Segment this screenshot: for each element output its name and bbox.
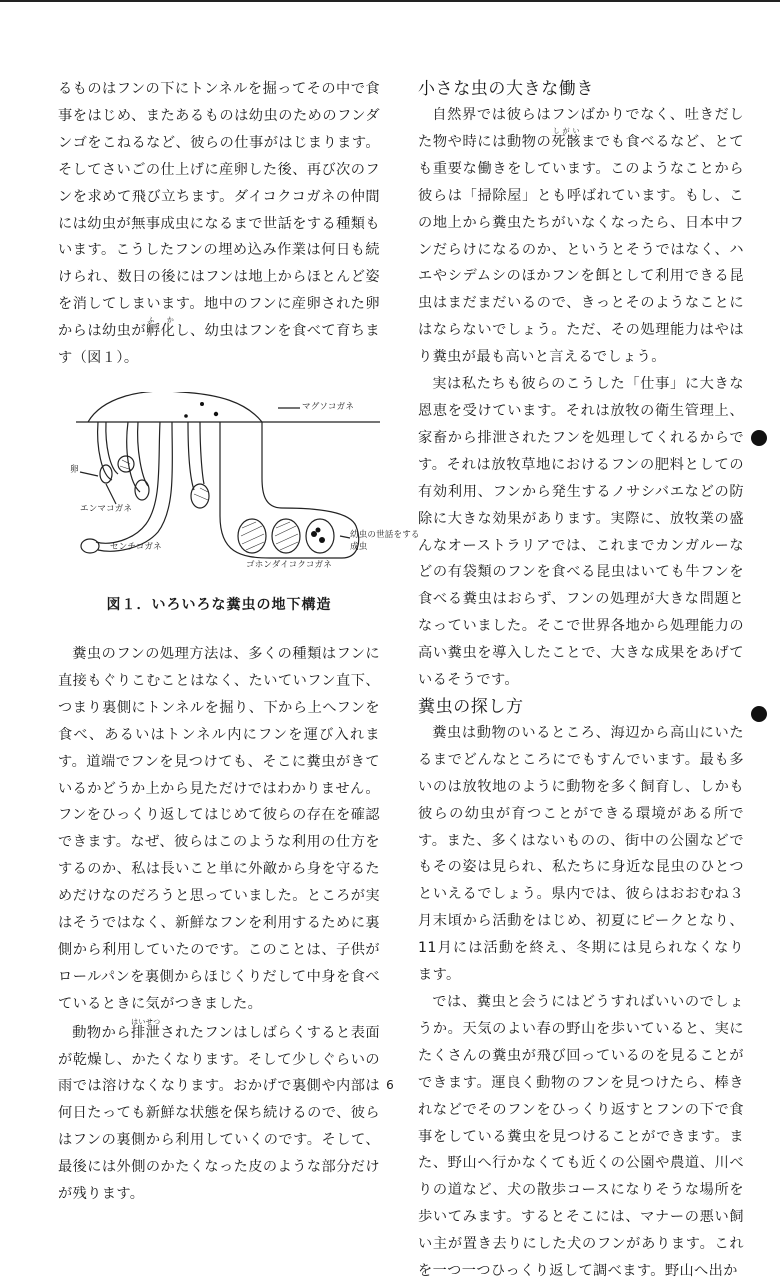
right-column [418, 76, 744, 1285]
top-border-line [0, 0, 780, 2]
paragraph-continued [58, 76, 380, 372]
paragraph-how-to-meet: では、糞虫と会うにはどうすればいいのでしょうか。天気のよい春の野山を歩いていると、実にたくさんの糞虫が飛び回っているのを見ることができます。運良く動物のフンを見つけたら、棒きれなどでそのフンをひっくり返すとフンの下で食事をしている糞虫を見つけることができます。また、野山へ行かなくても近くの公園や農道、川べりの道など、犬の散歩コースになりそうな場所を歩いてみます。するとそこには、マナーの悪い飼い主が置き去りにした犬のフンがあります。これを一つ一つひっくり返して調べます。野山へ出か [418, 994, 744, 1280]
section-heading-small-bug-big-work: 小さな虫の大きな働き [418, 79, 594, 99]
label-sewa-2: 成虫 [350, 541, 368, 552]
page-number: 6 [386, 1078, 394, 1092]
paragraph-text-end: し、幼虫はフンを食べて育ちます（図１）。 [58, 323, 380, 367]
left-column [58, 76, 420, 1208]
label-magusokogane: マグソコガネ [302, 401, 355, 412]
ruby-shigai: 死骸しがい [551, 126, 582, 150]
binding-hole-mark [751, 430, 767, 446]
paragraph-excretion: 動物から排泄はいせつされたフンはしばらくすると表面が乾燥し、かたくなります。そして少しぐらいの雨では溶けなくなります。おかげで裏側や内部は何日たっても新鮮な状態を保ち続けるので、彼らはフンの裏側から利用していくのです。そして、最後には外側のかたくなった皮のような部分だけが残ります。 [58, 1017, 381, 1203]
paragraph-habitat: 糞虫は動物のいるところ、海辺から高山にいたるまでどんなところにでもすんでいます。最も多いのは放牧地のように動物を多く飼育し、しかも彼らの幼虫が育つことができる環境がある所です。また、多くはないものの、街中の公園などでもその姿は見られ、私たちに身近な昆虫のひとつといえるでしょう。県内では、彼らはおおむね３月末頃から活動をはじめ、初夏にピークとなり、11月には活動を終え、冬期には見られなくなります。 [418, 724, 744, 984]
paragraph-text: るものはフンの下にトンネルを掘ってその中で食事をはじめ、またあるものは幼虫のためのフンダンゴをこねるなど、彼らの仕事がはじまります。そしてさいごの仕上げに産卵した後、再び次のフンを求めて飛び立ちます。ダイコクコガネの仲間には幼虫が無事成虫になるまで世話をする種類もいます。こうしたフンの埋め込み作業は何日も続けられ、数日の後にはフンは地上からほとんど姿を消してしまいます。地中のフンに産卵された卵からは幼虫が [58, 81, 380, 340]
paragraph-processing-method: 糞虫のフンの処理方法は、多くの種類はフンに直接もぐりこむことはなく、たいていフン直下、つまり裏側にトンネルを掘り、下から上へフンを食べ、あるいはトンネル内にフンを運び入れます。道端でフンを見つけても、そこに糞虫がきているかどうか上から見ただけではわかりません。フンをひっくり返してはじめて彼らの存在を確認できます。なぜ、彼らはこのような利用の仕方をするのか、私は長いこと単に外敵から身を守るためだけなのだろうと思っていました。ところが実はそうではなく、新鮮なフンを利用するために裏側から利用していたのです。このことは、子供がロールパンを裏側からほじくりだして中身を食べているときに気がつきました。 [58, 645, 380, 1012]
ruby-fuka: 孵化ふ か [146, 316, 176, 340]
paragraph-benefit: 実は私たちも彼らのこうした「仕事」に大きな恩恵を受けています。それは放牧の衛生管理上、家畜から排泄されたフンを処理してくれるからです。それは放牧草地におけるフンの肥料としての有効利用、フンから発生するノサシバエなどの防除に大きな効果があります。実際に、放牧業の盛んなオーストラリアでは、これまでカンガルーなどの有袋類のフンを食べる昆虫はいても牛フンを食べる糞虫はおらず、フンの処理が大きな問題となっていました。そこで世界各地から処理能力の高い糞虫を導入したことで、大きな成果をあげているそうです。 [418, 376, 744, 689]
binding-hole-mark [751, 706, 767, 722]
figure-caption: 図１．いろいろな糞虫の地下構造 [106, 596, 332, 613]
dung-beetle-burrow-illustration [50, 392, 380, 570]
label-egg: 卵 [70, 464, 79, 475]
label-enmakogane: エンマコガネ [80, 503, 133, 514]
paragraph-nature: 自然界では彼らはフンばかりでなく、吐きだした物や時には動物の死骸しがいまでも食べるなど、とても重要な働きをしています。このようなことから彼らは「掃除屋」とも呼ばれています。もし、この地上から糞虫たちがいなくなったら、日本中フンだらけになるのか、というとそうではなく、ハエやシデムシのほかフンを餌として利用できる昆虫はまだまだいるので、きっとそのようなことにはならないでしょう。ただ、その処理能力はやはり糞虫が最も高いと言えるでしょう。 [418, 107, 744, 366]
label-gohondaikoku: ゴホンダイコクコガネ [246, 559, 332, 570]
ruby-haisetsu: 排泄はいせつ [130, 1017, 161, 1041]
label-senchikogane: センチコガネ [110, 541, 162, 552]
section-heading-how-to-find: 糞虫の探し方 [418, 696, 524, 717]
figure-underground-structure [50, 392, 420, 570]
label-sewa-1: 幼虫の世話をする [350, 529, 420, 540]
